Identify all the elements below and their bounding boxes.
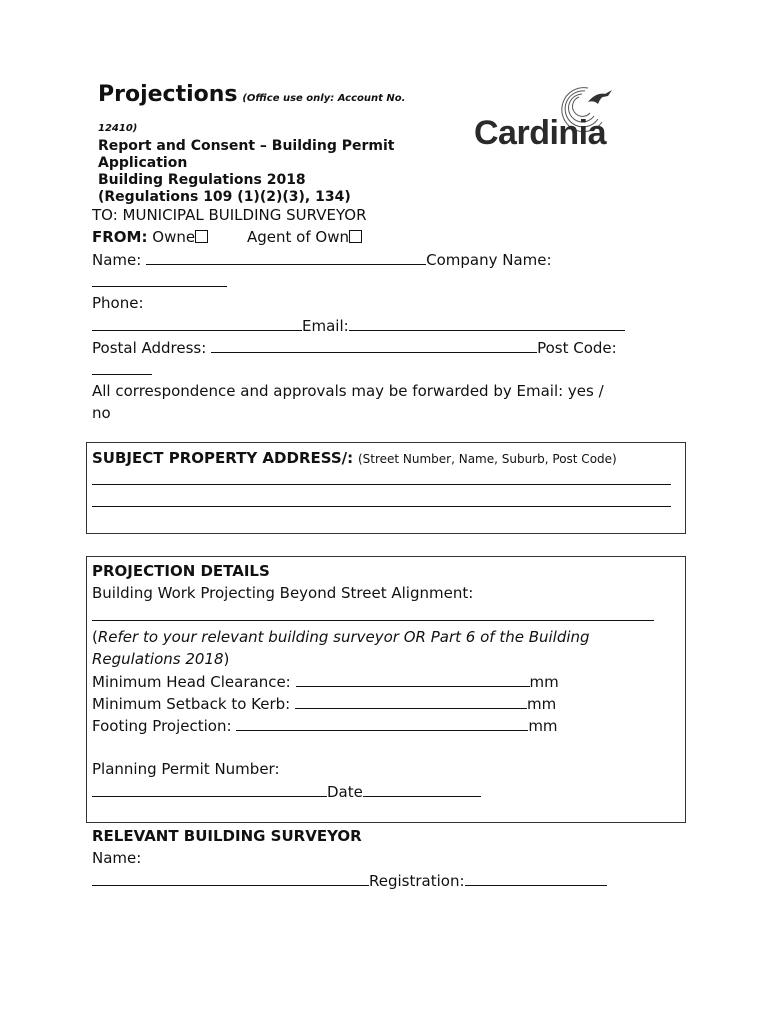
planning-date-row <box>92 780 481 803</box>
company-field-row <box>92 270 227 293</box>
agent-label: Agent of Own <box>247 228 349 246</box>
postal-address-field[interactable] <box>211 336 537 353</box>
registration-label: Registration: <box>369 872 465 890</box>
refer-text-1: Refer to your relevant building surveyor OR Part 6 of the Building <box>97 628 590 646</box>
setback-label: Minimum Setback to Kerb: <box>92 695 291 713</box>
cardinia-logo <box>470 84 620 160</box>
setback-unit: mm <box>527 695 557 713</box>
refer-text-2: Regulations 2018 <box>92 650 224 668</box>
date-field[interactable] <box>363 780 481 797</box>
planning-label: Planning Permit Number: <box>92 760 280 778</box>
from-row <box>92 226 208 248</box>
office-use-note: (Office use only: Account No. <box>242 93 406 104</box>
work-field-row <box>92 604 654 627</box>
subject-property-heading-row <box>92 447 617 470</box>
to-line: TO: MUNICIPAL BUILDING SURVEYOR <box>92 206 367 224</box>
refer-line-2 <box>92 648 229 670</box>
footing-row <box>92 714 558 737</box>
email-field[interactable] <box>349 314 625 331</box>
owner-label: Owne <box>152 228 196 246</box>
footing-field[interactable] <box>236 714 528 731</box>
setback-field[interactable] <box>295 692 527 709</box>
surveyor-row <box>92 869 607 892</box>
refer-close-paren: ) <box>223 650 230 668</box>
email-label: Email: <box>302 317 349 335</box>
name-field[interactable] <box>146 248 426 265</box>
setback-row <box>92 692 556 715</box>
page-title: Projections <box>98 82 238 107</box>
work-label: Building Work Projecting Beyond Street Alignment: <box>92 584 474 602</box>
registration-field[interactable] <box>465 869 607 886</box>
postal-row <box>92 336 617 359</box>
surveyor-name-label: Name: <box>92 849 142 867</box>
correspondence-line-2: no <box>92 404 111 422</box>
head-clearance-label: Minimum Head Clearance: <box>92 673 291 691</box>
postcode-label: Post Code: <box>537 339 617 357</box>
work-description-field[interactable] <box>92 604 654 621</box>
subtitle-line-4: (Regulations 109 (1)(2)(3), 134) <box>98 189 351 205</box>
head-clearance-row <box>92 670 559 693</box>
subject-property-hint: (Street Number, Name, Suburb, Post Code) <box>357 452 617 466</box>
name-label: Name: <box>92 251 142 269</box>
company-field[interactable] <box>92 270 227 287</box>
agent-checkbox[interactable] <box>349 230 362 243</box>
subtitle-line-2: Application <box>98 155 188 171</box>
surveyor-name-field[interactable] <box>92 869 369 886</box>
page-title-row <box>98 84 405 110</box>
subtitle-line-3: Building Regulations 2018 <box>98 172 306 188</box>
owner-checkbox[interactable] <box>195 230 208 243</box>
phone-label: Phone: <box>92 294 144 312</box>
footing-unit: mm <box>528 717 558 735</box>
postcode-field[interactable] <box>92 358 152 375</box>
account-number: 12410) <box>98 123 138 134</box>
company-label: Company Name: <box>426 251 552 269</box>
subject-property-heading: SUBJECT PROPERTY ADDRESS/: <box>92 449 354 467</box>
property-address-line-1[interactable] <box>92 484 671 485</box>
correspondence-line-1: All correspondence and approvals may be forwarded by Email: yes / <box>92 382 604 400</box>
phone-field[interactable] <box>92 314 302 331</box>
phone-email-row <box>92 314 625 337</box>
planning-permit-field[interactable] <box>92 780 327 797</box>
projection-details-heading: PROJECTION DETAILS <box>92 562 270 580</box>
name-row <box>92 248 552 271</box>
head-clearance-unit: mm <box>529 673 559 691</box>
footing-label: Footing Projection: <box>92 717 232 735</box>
from-label: FROM: <box>92 228 148 246</box>
date-label: Date <box>327 783 363 801</box>
relevant-surveyor-heading: RELEVANT BUILDING SURVEYOR <box>92 827 362 845</box>
postal-label: Postal Address: <box>92 339 207 357</box>
postcode-field-row <box>92 358 152 381</box>
agent-row <box>247 226 362 248</box>
refer-line-1 <box>92 626 590 648</box>
head-clearance-field[interactable] <box>296 670 530 687</box>
refer-open-paren: ( <box>92 628 98 646</box>
logo-text: Cardinia <box>474 114 607 152</box>
subtitle-line-1: Report and Consent – Building Permit <box>98 138 395 154</box>
property-address-line-2[interactable] <box>92 506 671 507</box>
